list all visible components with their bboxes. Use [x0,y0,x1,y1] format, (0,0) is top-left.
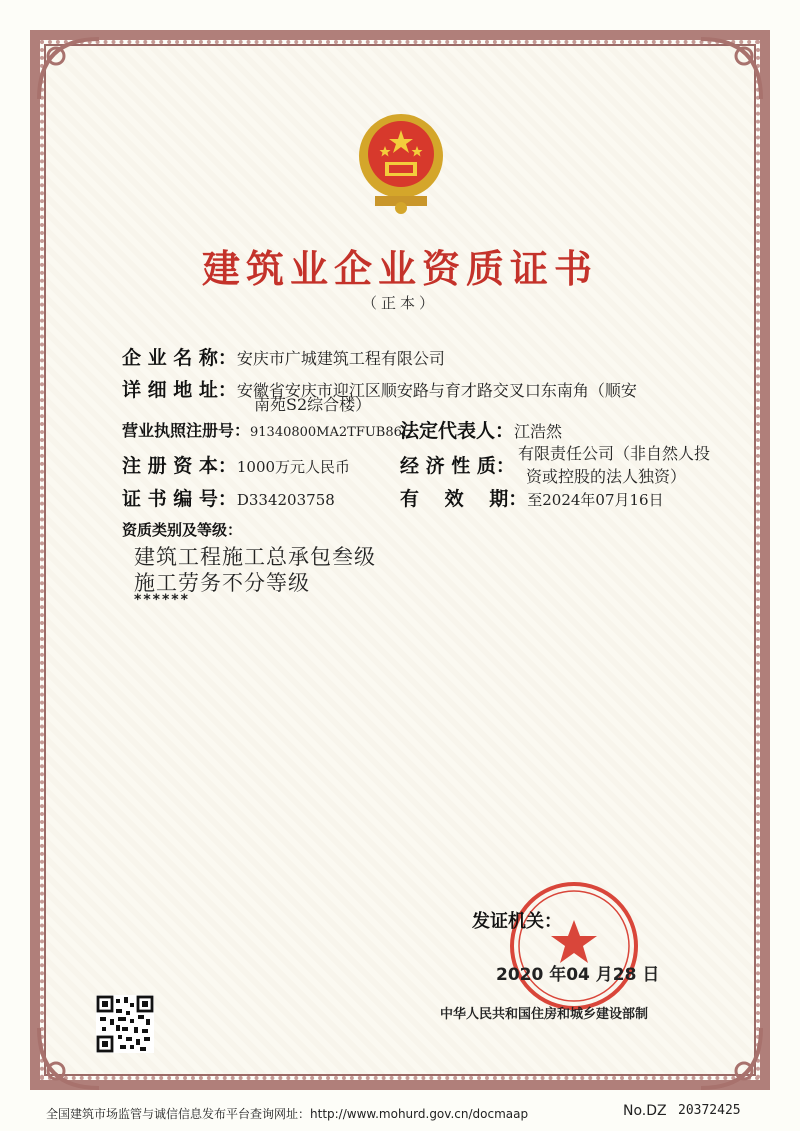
company-name-row [122,343,445,370]
economic-nature-value-line1: 有限责任公司（非自然人投 [518,444,711,463]
license-row [122,418,411,441]
license-value: 91340800MA2TFUB86L [250,425,411,440]
serial-number: 20372425 [678,1103,741,1118]
serial-label: No.DZ [623,1103,667,1119]
address-label: 详 细 地 址： [122,379,237,401]
company-name-value: 安庆市广城建筑工程有限公司 [236,349,445,368]
corner-ornament-icon [696,34,766,104]
certificate-subtitle: （正本） [361,294,438,312]
economic-nature-label: 经 济 性 质： [400,455,515,477]
validity-value: 至2024年07月16日 [527,491,664,509]
address-value-line2: 南苑S2综合楼） [254,395,372,414]
address-row-2 [254,392,371,415]
economic-nature-value-block [518,441,710,487]
validity-row [400,484,664,511]
address-row [122,375,637,402]
capital-value: 1000万元人民币 [236,458,351,476]
corner-ornament-icon [34,34,104,104]
official-seal-icon [506,878,642,1014]
legal-rep-row [400,416,562,443]
capital-row [122,451,350,478]
economic-nature-row [400,441,515,477]
cert-no-row [122,484,335,511]
cert-no-label: 证 书 编 号： [122,488,237,510]
issuer-label: 发证机关： [472,911,562,932]
query-url-text: 全国建筑市场监管与诚信信息发布平台查询网址：http://www.mohurd.gov.cn/docmaap [46,1107,529,1121]
economic-nature-value-line2: 资或控股的法人独资） [526,467,687,486]
certificate-title: 建筑业企业资质证书 [201,247,598,291]
qr-code-icon [96,995,154,1053]
company-name-label: 企 业 名 称： [122,347,237,369]
validity-label: 有 效 期： [400,488,528,510]
capital-label: 注 册 资 本： [122,455,237,477]
corner-ornament-icon [34,1023,104,1093]
qualification-label: 资质类别及等级： [122,521,243,539]
corner-ornament-icon [696,1023,766,1093]
legal-rep-value: 江浩然 [514,422,563,441]
license-label: 营业执照注册号： [122,421,251,440]
ministry-name: 中华人民共和国住房和城乡建设部制 [440,1007,649,1022]
qualification-item-1: 建筑工程施工总承包叁级 [134,545,376,569]
legal-rep-label: 法定代表人： [400,420,515,442]
issue-date: 2020 年04 月28 日 [496,965,660,985]
address-value-line1: 安徽省安庆市迎江区顺安路与育才路交叉口东南角（顺安 [236,381,637,400]
qualification-row [122,519,242,540]
qualification-item-2: 施工劳务不分等级 [134,571,310,595]
issuer-row [472,907,562,933]
qualification-filler: ****** [134,592,190,608]
national-emblem-icon [355,108,447,218]
cert-no-value: D334203758 [236,491,335,509]
